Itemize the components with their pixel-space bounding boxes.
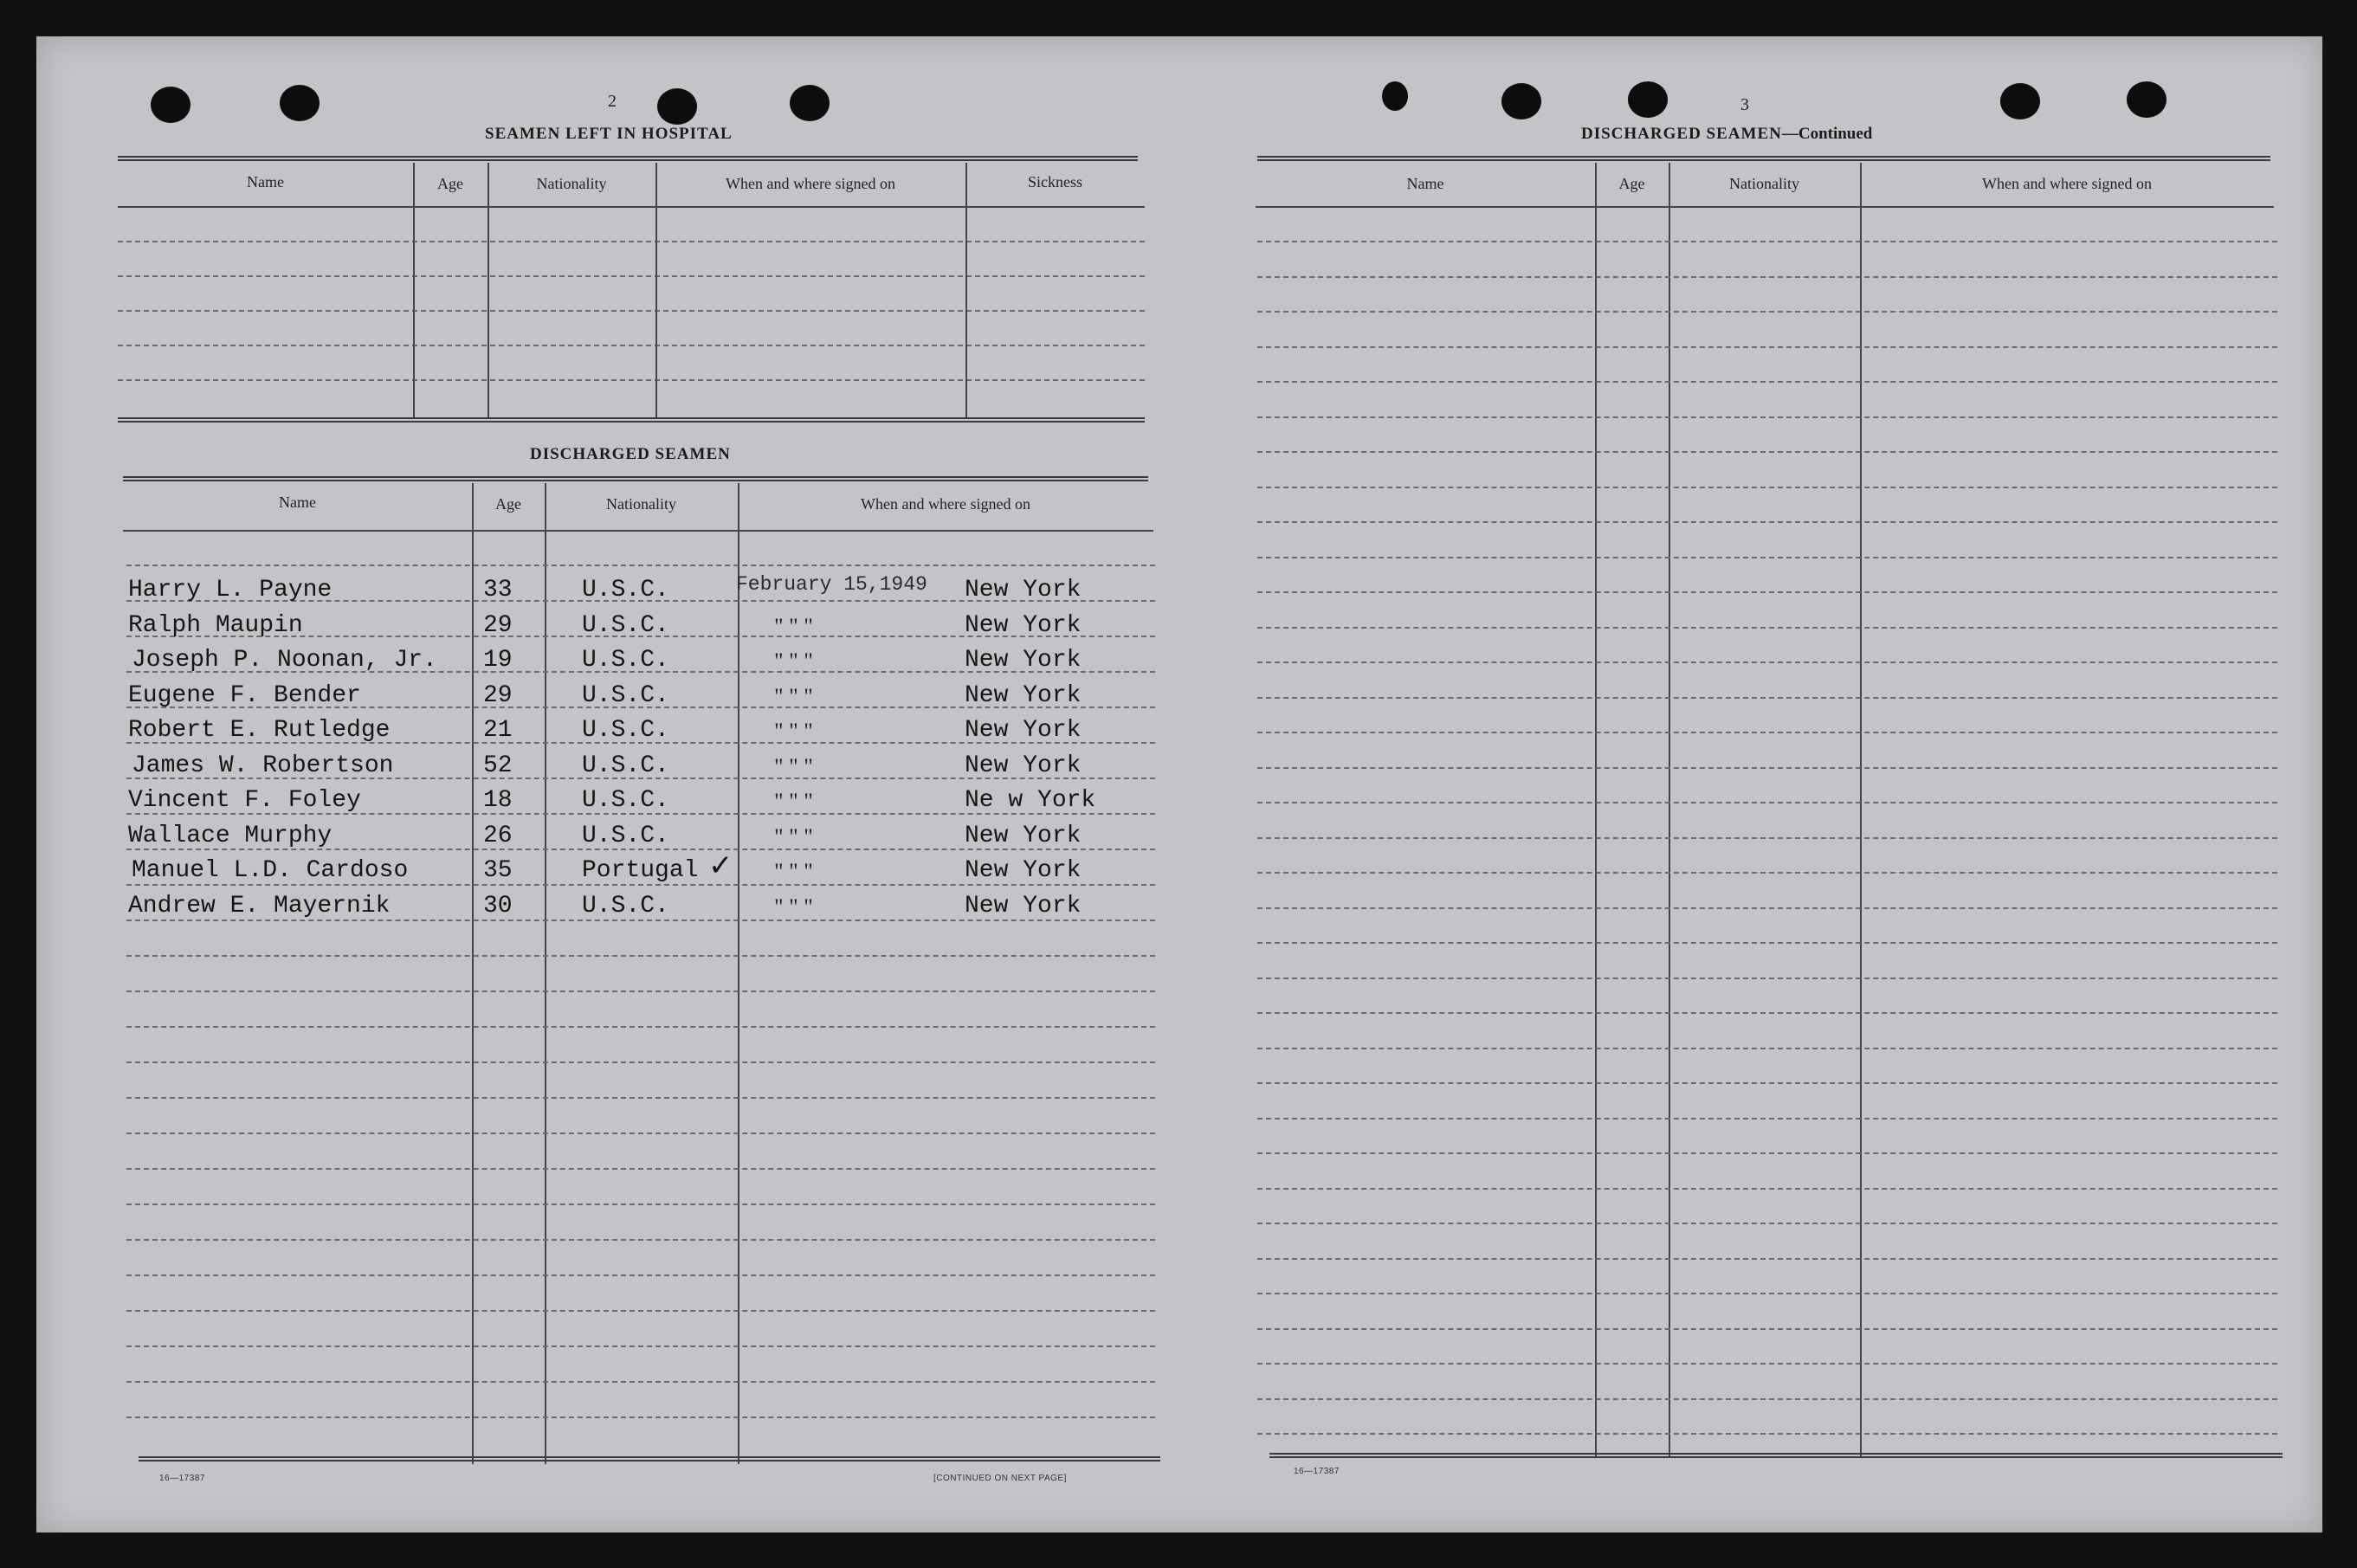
right-header-age: Age <box>1618 175 1645 192</box>
punch-hole <box>790 85 830 121</box>
ruled-line <box>1257 1188 2277 1190</box>
seaman-name: Andrew E. Mayernik <box>128 893 391 920</box>
ruled-line <box>126 1274 1155 1276</box>
signed-on-date-ditto: " " " <box>774 648 813 674</box>
ruled-line <box>126 990 1155 992</box>
seaman-age: 52 <box>483 752 513 779</box>
punch-hole <box>1628 81 1668 118</box>
punch-hole <box>2000 83 2040 119</box>
seaman-name: Ralph Maupin <box>128 612 303 639</box>
discharged-header-age: Age <box>495 495 521 513</box>
signed-on-date-ditto: " " " <box>774 754 813 779</box>
ruled-line <box>1257 416 2277 418</box>
seaman-nationality: U.S.C. <box>582 612 669 639</box>
ruled-line <box>1257 276 2277 278</box>
signed-on-place: New York <box>965 577 1082 603</box>
seaman-nationality: U.S.C. <box>582 647 669 674</box>
seaman-age: 33 <box>483 577 513 603</box>
seaman-age: 21 <box>483 717 513 744</box>
signed-on-date-ditto: " " " <box>774 859 813 884</box>
ruled-line <box>1257 1363 2277 1365</box>
seaman-age: 19 <box>483 647 513 674</box>
ruled-line <box>126 1132 1155 1134</box>
ruled-line <box>1257 767 2277 769</box>
seaman-nationality: U.S.C. <box>582 893 669 920</box>
seaman-nationality: Portugal <box>582 857 699 884</box>
ruled-line <box>126 920 1155 921</box>
punch-hole <box>1382 81 1408 111</box>
hospital-header-nationality: Nationality <box>536 175 607 192</box>
ruled-line <box>126 1026 1155 1028</box>
hospital-header-name: Name <box>247 173 284 190</box>
ruled-line <box>1257 1258 2277 1260</box>
right-header-name: Name <box>1406 175 1444 192</box>
document-sheet <box>36 36 2322 1533</box>
right-title-continued: —Continued <box>1781 125 1873 143</box>
discharged-header-nationality: Nationality <box>606 495 676 513</box>
signed-on-place: New York <box>965 752 1082 779</box>
form-number-right: 16—17387 <box>1294 1467 1340 1476</box>
punch-hole <box>2127 81 2167 118</box>
signed-on-date-ditto: " " " <box>774 719 813 744</box>
ruled-line <box>126 955 1155 957</box>
hospital-header-age: Age <box>437 175 463 192</box>
discharged-header-signed-on: When and where signed on <box>861 495 1030 513</box>
ruled-line <box>126 1203 1155 1205</box>
signed-on-date-ditto: " " " <box>774 824 813 849</box>
ruled-line <box>1257 451 2277 453</box>
ruled-line <box>1257 872 2277 874</box>
ruled-line <box>1257 697 2277 699</box>
ruled-line <box>1257 1293 2277 1294</box>
signed-on-place: New York <box>965 717 1082 744</box>
ruled-line <box>126 1061 1155 1063</box>
ruled-line <box>1257 1398 2277 1400</box>
ruled-line <box>1257 1328 2277 1330</box>
signed-on-place: New York <box>965 893 1082 920</box>
ruled-line <box>126 1239 1155 1241</box>
seaman-nationality: U.S.C. <box>582 823 669 849</box>
signed-on-date-ditto: " " " <box>774 789 813 814</box>
seaman-name: Robert E. Rutledge <box>128 717 391 744</box>
ruled-line <box>1257 627 2277 629</box>
ruled-line <box>1257 1223 2277 1224</box>
ruled-line <box>1257 942 2277 944</box>
seaman-name: James W. Robertson <box>132 752 394 779</box>
ruled-line <box>126 1310 1155 1312</box>
seaman-age: 26 <box>483 823 513 849</box>
punch-hole <box>151 87 190 123</box>
ruled-line <box>1257 557 2277 558</box>
hospital-header-sickness: Sickness <box>1028 173 1082 190</box>
ruled-line <box>126 1097 1155 1099</box>
signed-on-date: February 15,1949 <box>736 573 927 596</box>
ruled-line <box>1257 487 2277 488</box>
right-header-nationality: Nationality <box>1729 175 1799 192</box>
ruled-line <box>1257 978 2277 979</box>
signed-on-place: New York <box>965 823 1082 849</box>
ruled-line <box>1257 661 2277 663</box>
ruled-line <box>1257 1082 2277 1084</box>
seaman-name: Eugene F. Bender <box>128 682 361 709</box>
form-number-left: 16—17387 <box>159 1474 205 1483</box>
right-title-main: DISCHARGED SEAMEN <box>1581 125 1782 143</box>
ruled-line <box>1257 591 2277 593</box>
right-header-signed-on: When and where signed on <box>1982 175 2152 192</box>
seaman-nationality: U.S.C. <box>582 752 669 779</box>
punch-hole <box>280 85 320 121</box>
ruled-line <box>1257 1012 2277 1014</box>
seaman-name: Wallace Murphy <box>128 823 333 849</box>
ruled-line <box>1257 241 2277 242</box>
seaman-name: Manuel L.D. Cardoso <box>132 857 409 884</box>
seaman-name: Vincent F. Foley <box>128 787 361 814</box>
signed-on-date-ditto: " " " <box>774 614 813 639</box>
signed-on-place: New York <box>965 857 1082 884</box>
signed-on-place: New York <box>965 612 1082 639</box>
signed-on-date-ditto: " " " <box>774 684 813 709</box>
ruled-line <box>126 1168 1155 1170</box>
ruled-line <box>1257 802 2277 803</box>
punch-hole <box>1501 83 1541 119</box>
ruled-line <box>126 884 1155 886</box>
page-number-right: 3 <box>1740 95 1749 114</box>
ruled-line <box>126 1345 1155 1347</box>
ruled-line <box>1257 1118 2277 1120</box>
ruled-line <box>126 1416 1155 1418</box>
hospital-section-title: SEAMEN LEFT IN HOSPITAL <box>485 125 733 143</box>
seaman-age: 18 <box>483 787 513 814</box>
ruled-line <box>1257 1152 2277 1154</box>
ruled-line <box>1257 521 2277 523</box>
discharged-header-name: Name <box>279 494 316 511</box>
signed-on-place: New York <box>965 682 1082 709</box>
ruled-line <box>126 565 1155 566</box>
ruled-line <box>1257 907 2277 909</box>
discharged-section-title: DISCHARGED SEAMEN <box>530 445 731 463</box>
punch-hole <box>657 88 697 125</box>
ruled-line <box>1257 381 2277 383</box>
right-section-title <box>1581 125 1872 144</box>
ruled-line <box>1257 1433 2277 1435</box>
ruled-line <box>1257 311 2277 313</box>
seaman-name: Joseph P. Noonan, Jr. <box>132 647 437 674</box>
ruled-line <box>1257 346 2277 348</box>
ruled-line <box>126 1381 1155 1383</box>
ruled-line <box>1257 1048 2277 1049</box>
signed-on-place: New York <box>965 647 1082 674</box>
seaman-age: 29 <box>483 682 513 709</box>
signed-on-date-ditto: " " " <box>774 894 813 920</box>
seaman-name: Harry L. Payne <box>128 577 333 603</box>
check-mark-icon: ✓ <box>708 849 733 883</box>
seaman-nationality: U.S.C. <box>582 682 669 709</box>
seaman-age: 30 <box>483 893 513 920</box>
seaman-age: 35 <box>483 857 513 884</box>
continued-note: [CONTINUED ON NEXT PAGE] <box>933 1474 1067 1483</box>
ruled-line <box>1257 837 2277 839</box>
seaman-age: 29 <box>483 612 513 639</box>
ruled-line <box>1257 732 2277 733</box>
seaman-nationality: U.S.C. <box>582 717 669 744</box>
hospital-header-signed-on: When and where signed on <box>726 175 895 192</box>
signed-on-place: Ne w York <box>965 787 1096 814</box>
seaman-nationality: U.S.C. <box>582 787 669 814</box>
seaman-nationality: U.S.C. <box>582 577 669 603</box>
page-number-left: 2 <box>608 92 617 111</box>
